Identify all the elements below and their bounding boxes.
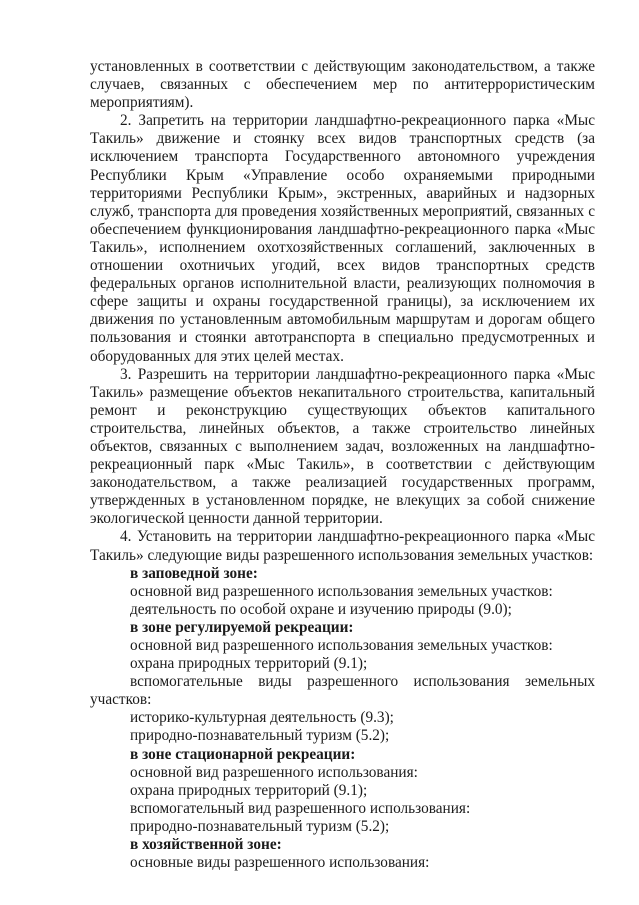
stationary-zone-main-use: основной вид разрешенного использования: <box>130 763 418 781</box>
reserve-zone-activity: деятельность по особой охране и изучению природы (9.0); <box>130 600 512 618</box>
economic-zone-main-uses: основные виды разрешенного использования: <box>130 854 430 872</box>
document-page <box>90 58 595 872</box>
regulated-zone-cultural: историко-культурная деятельность (9.3); <box>130 709 394 727</box>
paragraph-3: 3. Разрешить на территории ландшафтно-рекреационного парка «Мыс Такиль» размещение объектов некапитального строительства, капитальный ремонт и реконструкцию существующих объектов капитального строительства, линейных объектов, а также строительство линейных объектов, связанных с выполнением задач, возложенных на ландшафтно-рекреационный парк «Мыс Такиль», в соответствии с действующим законодательством, а также реализацией государственных программ, утвержденных в установленном порядке, не влекущих за собой снижение экологической ценности данной территории. <box>90 365 595 528</box>
stationary-zone-heading: в зоне стационарной рекреации: <box>130 745 356 763</box>
paragraph-2: 2. Запретить на территории ландшафтно-рекреационного парка «Мыс Такиль» движение и стоянку всех видов транспортных средств (за исключением транспорта Государственного автономного учреждения Республики Крым «Управление особо охраняемыми природными территориями Республики Крым», экстренных, аварийных и надзорных служб, транспорта для проведения хозяйственных мероприятий, связанных с обеспечением функционирования ландшафтно-рекреационного парка «Мыс Такиль», исполнением охотхозяйственных соглашений, заключенных в отношении охотничьих угодий, всех видов транспортных средств федеральных органов исполнительной власти, реализующих полномочия в сфере защиты и охраны государственной границы), за исключением их движения по установленным автомобильным маршрутам и дорогам общего пользования и стоянки автотранспорта в специально предусмотренных и оборудованных для этих целей местах. <box>90 112 595 365</box>
economic-zone-heading: в хозяйственной зоне: <box>130 836 282 854</box>
paragraph-4: 4. Установить на территории ландшафтно-рекреационного парка «Мыс Такиль» следующие виды разрешенного использования земельных участков: <box>90 528 595 564</box>
reserve-zone-main-use: основной вид разрешенного использования земельных участков: <box>130 582 553 600</box>
reserve-zone-heading: в заповедной зоне: <box>130 564 258 582</box>
regulated-zone-aux-use: вспомогательные виды разрешенного использования земельных участков: <box>90 673 595 709</box>
stationary-zone-protection: охрана природных территорий (9.1); <box>130 781 368 799</box>
continuation-paragraph: установленных в соответствии с действующим законодательством, а также случаев, связанных с обеспечением мер по антитеррористическим мероприятиям). <box>90 58 595 112</box>
regulated-zone-protection: охрана природных территорий (9.1); <box>130 655 368 673</box>
stationary-zone-aux-use: вспомогательный вид разрешенного использования: <box>130 799 471 817</box>
stationary-zone-tourism: природно-познавательный туризм (5.2); <box>130 817 390 835</box>
regulated-zone-main-use: основной вид разрешенного использования земельных участков: <box>130 637 553 654</box>
regulated-zone-heading: в зоне регулируемой рекреации: <box>130 618 354 636</box>
regulated-zone-tourism: природно-познавательный туризм (5.2); <box>130 727 390 745</box>
